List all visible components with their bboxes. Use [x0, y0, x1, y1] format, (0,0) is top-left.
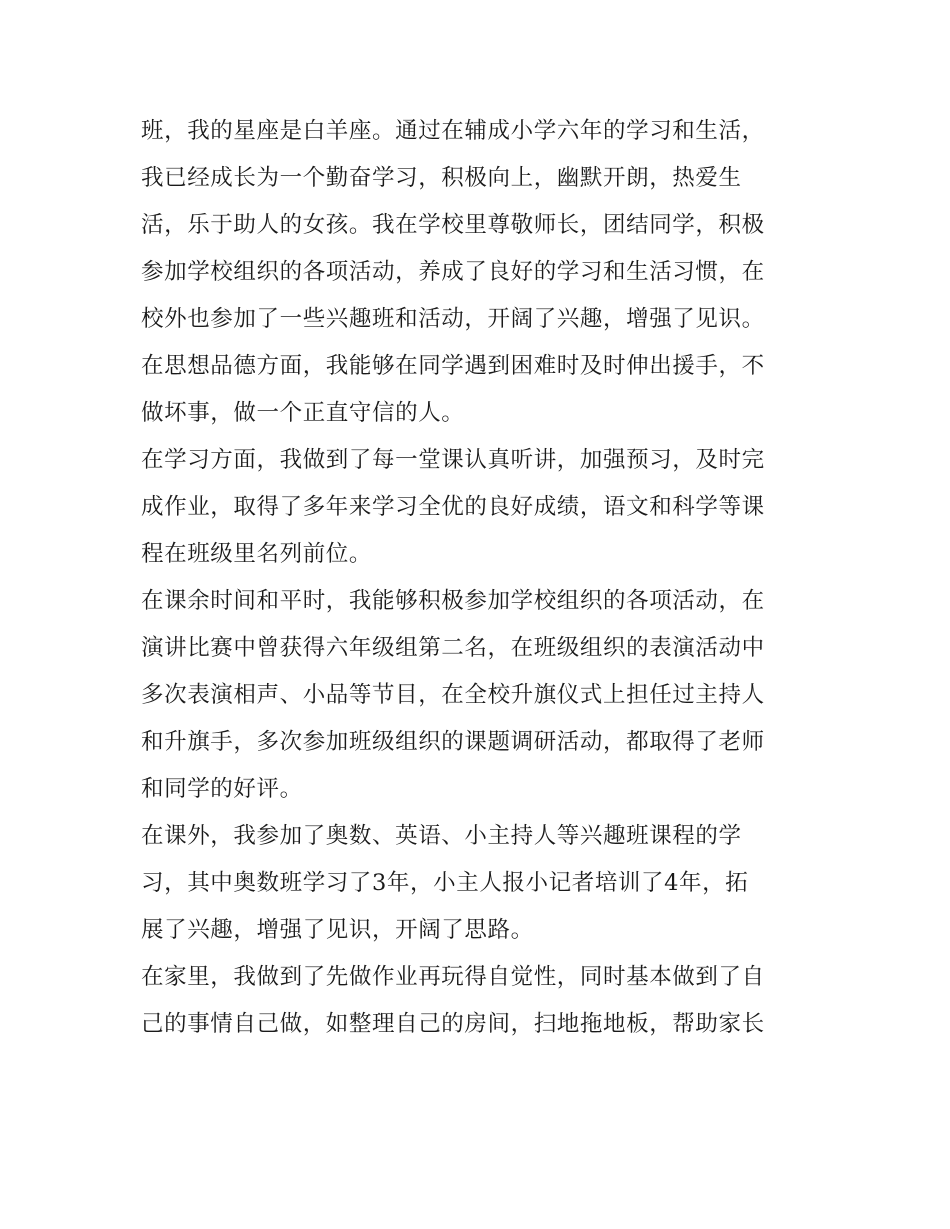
- text-line: 演讲比赛中曾获得六年级组第二名，在班级组织的表演活动中: [141, 635, 765, 661]
- text-line: 程在班级里名列前位。: [141, 541, 373, 567]
- text-line: 展了兴趣，增强了见识，开阔了思路。: [141, 917, 534, 943]
- text-line: 活，乐于助人的女孩。我在学校里尊敬师长，团结同学，积极: [141, 212, 765, 238]
- text-line: 在课余时间和平时，我能够积极参加学校组织的各项活动，在: [141, 588, 765, 614]
- text-line: 和升旗手，多次参加班级组织的课题调研活动，都取得了老师: [141, 729, 765, 755]
- text-line: 己的事情自己做，如整理自己的房间，扫地拖地板，帮助家长: [141, 1011, 765, 1037]
- text-line: 在学习方面，我做到了每一堂课认真听讲，加强预习，及时完: [141, 447, 765, 473]
- text-line: 做坏事，做一个正直守信的人。: [141, 400, 465, 426]
- text-line: 习，其中奥数班学习了3年，小主人报小记者培训了4年，拓: [141, 870, 749, 896]
- text-line: 我已经成长为一个勤奋学习，积极向上，幽默开朗，热爱生: [141, 165, 742, 191]
- text-line: 成作业，取得了多年来学习全优的良好成绩，语文和科学等课: [141, 494, 765, 520]
- text-line: 参加学校组织的各项活动，养成了良好的学习和生活习惯，在: [141, 259, 765, 285]
- text-line: 在思想品德方面，我能够在同学遇到困难时及时伸出援手，不: [141, 353, 765, 379]
- text-line: 和同学的好评。: [141, 776, 303, 802]
- body-text: [141, 108, 821, 1048]
- text-line: 在课外，我参加了奥数、英语、小主持人等兴趣班课程的学: [141, 823, 742, 849]
- text-line: 多次表演相声、小品等节目，在全校升旗仪式上担任过主持人: [141, 682, 765, 708]
- text-line: 班，我的星座是白羊座。通过在辅成小学六年的学习和生活，: [141, 118, 765, 144]
- text-line: 校外也参加了一些兴趣班和活动，开阔了兴趣，增强了见识。: [141, 306, 765, 332]
- text-line: 在家里，我做到了先做作业再玩得自觉性，同时基本做到了自: [141, 964, 765, 990]
